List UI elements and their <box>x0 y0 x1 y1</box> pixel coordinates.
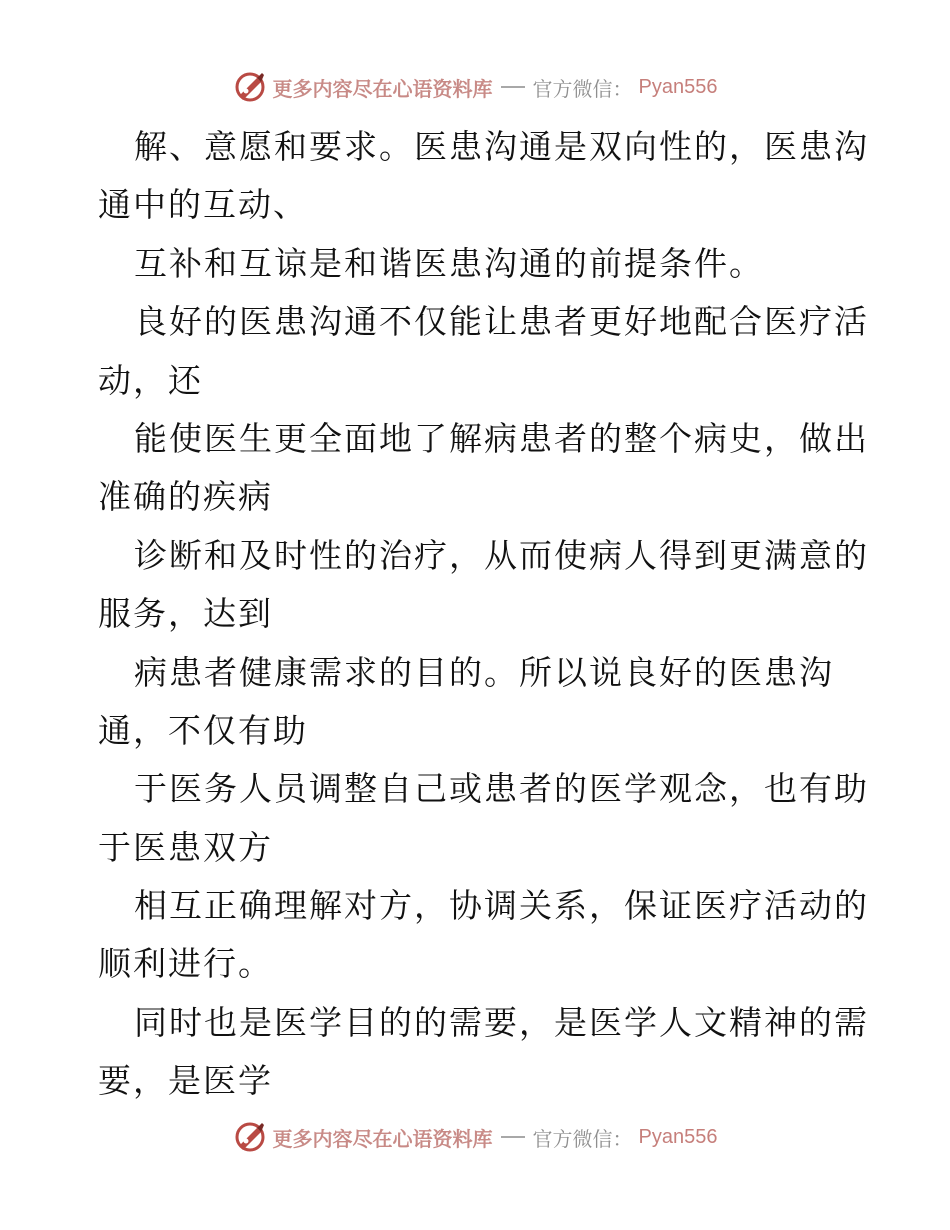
header-banner-inner <box>233 70 718 104</box>
banner-contact-label: 官方微信： <box>532 1126 633 1151</box>
text-line: 解、意愿和要求。医患沟通是双向性的，医患沟 <box>134 127 869 166</box>
text-line: 同时也是医学目的的需要，是医学人文精神的需 <box>134 1002 869 1042</box>
pen-logo-icon <box>233 1120 267 1154</box>
text-line: 良好的医患沟通不仅能让患者更好地配合医疗活 <box>134 302 869 342</box>
text-line: 要，是医学 <box>98 1061 273 1101</box>
header-banner <box>0 70 950 110</box>
banner-contact-id: Pyan556 <box>638 1125 718 1148</box>
document-body <box>98 118 869 1111</box>
text-line: 准确的疾病 <box>98 477 273 517</box>
text-line: 相互正确理解对方，协调关系，保证医疗活动的 <box>134 886 869 926</box>
footer-banner-inner <box>233 1120 718 1154</box>
banner-contact-id: Pyan556 <box>638 75 718 98</box>
text-line: 顺利进行。 <box>98 944 273 984</box>
text-line: 互补和互谅是和谐医患沟通的前提条件。 <box>134 243 764 283</box>
text-line: 诊断和及时性的治疗，从而使病人得到更满意的 <box>134 535 869 575</box>
text-line: 动，还 <box>98 360 203 400</box>
banner-contact-label: 官方微信： <box>532 76 633 101</box>
banner-title: 更多内容尽在心语资料库 <box>272 76 493 101</box>
text-line: 病患者健康需求的目的。所以说良好的医患沟 <box>134 652 834 692</box>
text-line: 于医务人员调整自己或患者的医学观念，也有助 <box>134 769 869 809</box>
footer-banner <box>0 1120 950 1160</box>
text-line: 能使医生更全面地了解病患者的整个病史，做出 <box>134 418 869 458</box>
text-line: 服务，达到 <box>98 594 273 634</box>
text-line: 通中的互动、 <box>98 185 308 225</box>
text-line: 通，不仅有助 <box>98 710 308 750</box>
banner-dash <box>501 1136 525 1138</box>
pen-logo-icon <box>233 70 267 104</box>
banner-dash <box>501 86 525 88</box>
text-line: 于医患双方 <box>98 827 273 867</box>
banner-title: 更多内容尽在心语资料库 <box>272 1126 493 1151</box>
